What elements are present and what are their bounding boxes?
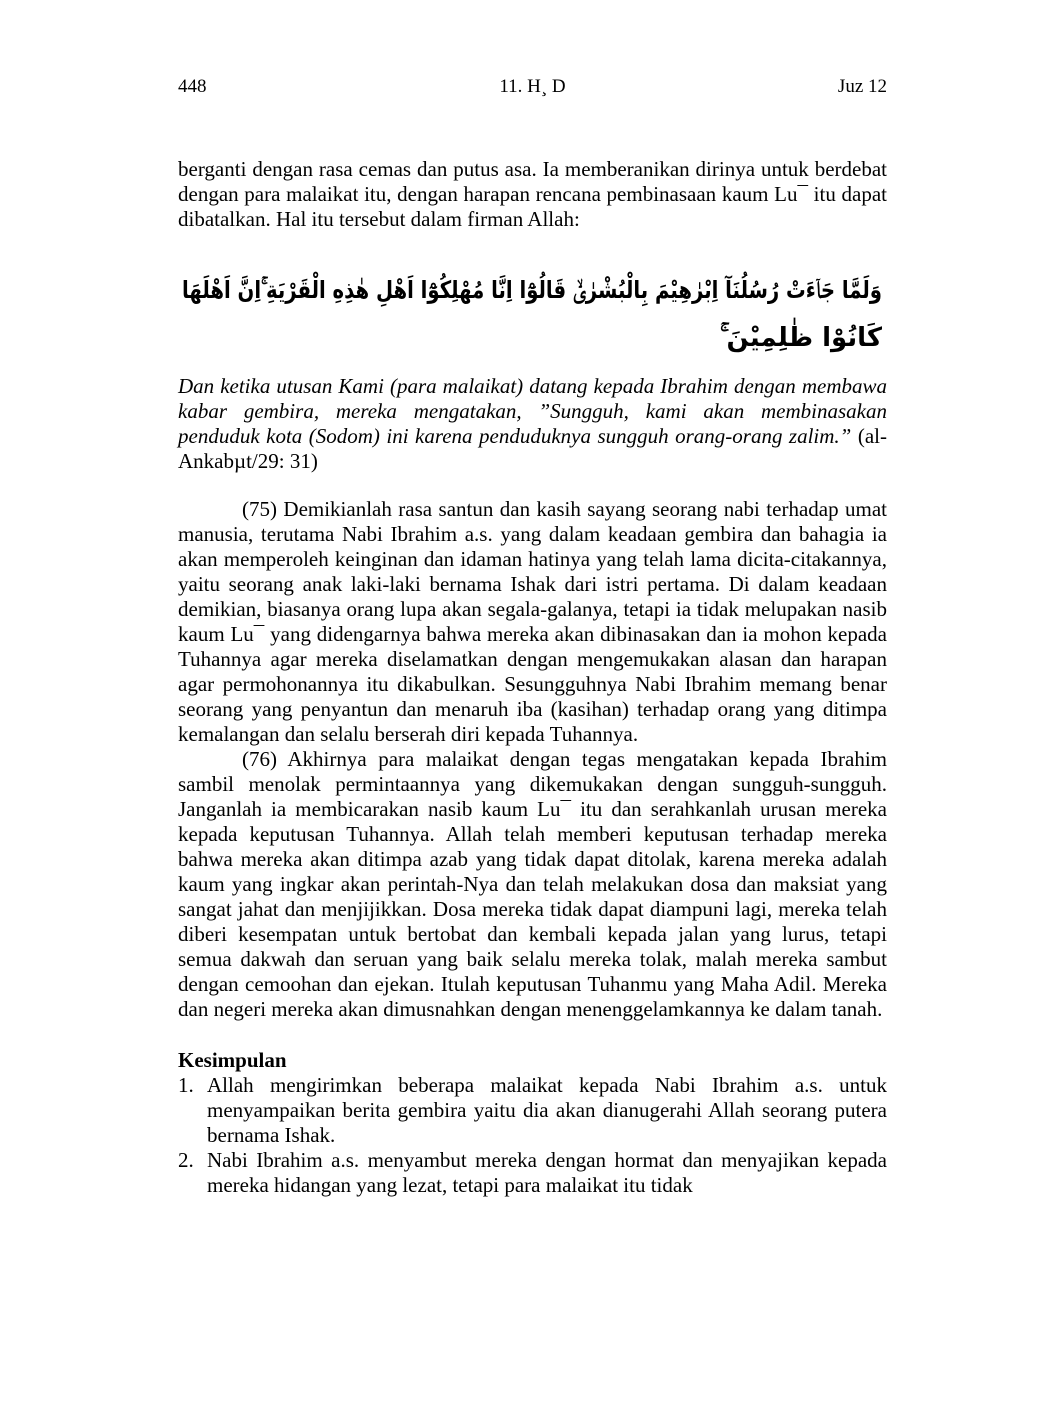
list-item-number: 2. <box>178 1148 194 1172</box>
paragraph-75: (75) Demikianlah rasa santun dan kasih sayang seorang nabi terhadap umat manusia, terutama Nabi Ibrahim a.s. yang dalam keadaan gembira dan bahagia ia akan memperoleh keinginan dan idaman hatinya yang telah lama dicita-citakannya, yaitu seorang anak laki-laki bernama Ishak dari istri pertama. Di dalam keadaan demikian, biasanya orang lupa akan segala-galanya, tetapi ia tidak melupakan nasib kaum Lu¯ yang didengarnya bahwa mereka akan dibinasakan dan ia mohon kepada Tuhannya agar mereka diselamatkan dengan mengemukakan alasan dan harapan agar permohonannya itu dikabulkan. Sesungguhnya Nabi Ibrahim memang benar seorang yang penyantun dan menaruh iba (kasihan) terhadap orang yang ditimpa kemalangan dan selalu berserah diri kepada Tuhannya. <box>178 497 887 746</box>
verse-reference: (al-Ankabµt/29: 31) <box>178 424 887 473</box>
list-item-number: 1. <box>178 1073 194 1097</box>
intro-paragraph: berganti dengan rasa cemas dan putus asa. Ia memberanikan dirinya untuk berdebat dengan para malaikat itu, dengan harapan rencana pembinasaan kaum Lu¯ itu dapat dibatalkan. Hal itu tersebut dalam firman Allah: <box>178 157 887 231</box>
list-item-text: Allah mengirimkan beberapa malaikat kepada Nabi Ibrahim a.s. untuk menyampaikan berita gembira yaitu dia akan dianugerahi Allah seorang putera bernama Ishak. <box>207 1073 887 1147</box>
page-content <box>178 157 1038 1198</box>
arabic-verse-image <box>178 254 1038 356</box>
header-surah-title: 11. H¸ D <box>499 76 566 97</box>
conclusion-heading: Kesimpulan <box>178 1048 287 1072</box>
list-item <box>178 1148 887 1198</box>
list-item <box>178 1073 887 1148</box>
list-item-text: Nabi Ibrahim a.s. menyambut mereka dengan hormat dan menyajikan kepada mereka hidangan yang lezat, tetapi para malaikat itu tidak <box>207 1148 887 1197</box>
header-page-number: 448 <box>178 76 207 97</box>
verse-translation <box>178 374 887 474</box>
arabic-verse-line-1: وَلَمَّا جَاۤءَتْ رُسُلُنَآ اِبْرٰهِيْمَ بِالْبُشْرٰىۙ قَالُوْٓا اِنَّا مُهْلِكُوْٓا اَهْلِ هٰذِهِ الْقَرْيَةِ ۚاِنَّ اَهْلَهَا <box>182 276 1038 304</box>
page-header <box>178 76 887 100</box>
arabic-verse-line-2: كَانُوْا ظٰلِمِيْنَ ۚ <box>720 323 882 353</box>
translation-text: Dan ketika utusan Kami (para malaikat) datang kepada Ibrahim dengan membawa kabar gembira, mereka mengatakan, ”Sungguh, kami akan membinasakan penduduk kota (Sodom) ini karena penduduknya sungguh orang-orang zalim.” <box>178 374 887 448</box>
conclusion-list <box>178 1073 887 1198</box>
header-juz: Juz 12 <box>837 76 887 97</box>
paragraph-76: (76) Akhirnya para malaikat dengan tegas mengatakan kepada Ibrahim sambil menolak permintaannya yang dikemukakan dengan sungguh-sungguh. Janganlah ia membicarakan nasib kaum Lu¯ itu dan serahkanlah urusan mereka kepada keputusan Tuhannya. Allah telah memberi keputusan terhadap mereka bahwa mereka akan ditimpa azab yang tidak dapat ditolak, karena mereka adalah kaum yang ingkar akan perintah-Nya dan telah melakukan dosa dan maksiat yang sangat jahat dan menjijikkan. Dosa mereka tidak dapat diampuni lagi, mereka telah diberi kesempatan untuk bertobat dan kembali kepada jalan yang lurus, tetapi semua dakwah dan seruan yang baik selalu mereka tolak, malah mereka sambut dengan cemoohan dan ejekan. Itulah keputusan Tuhanmu yang Maha Adil. Mereka dan negeri mereka akan dimusnahkan dengan menenggelamkannya ke dalam tanah. <box>178 747 887 1021</box>
